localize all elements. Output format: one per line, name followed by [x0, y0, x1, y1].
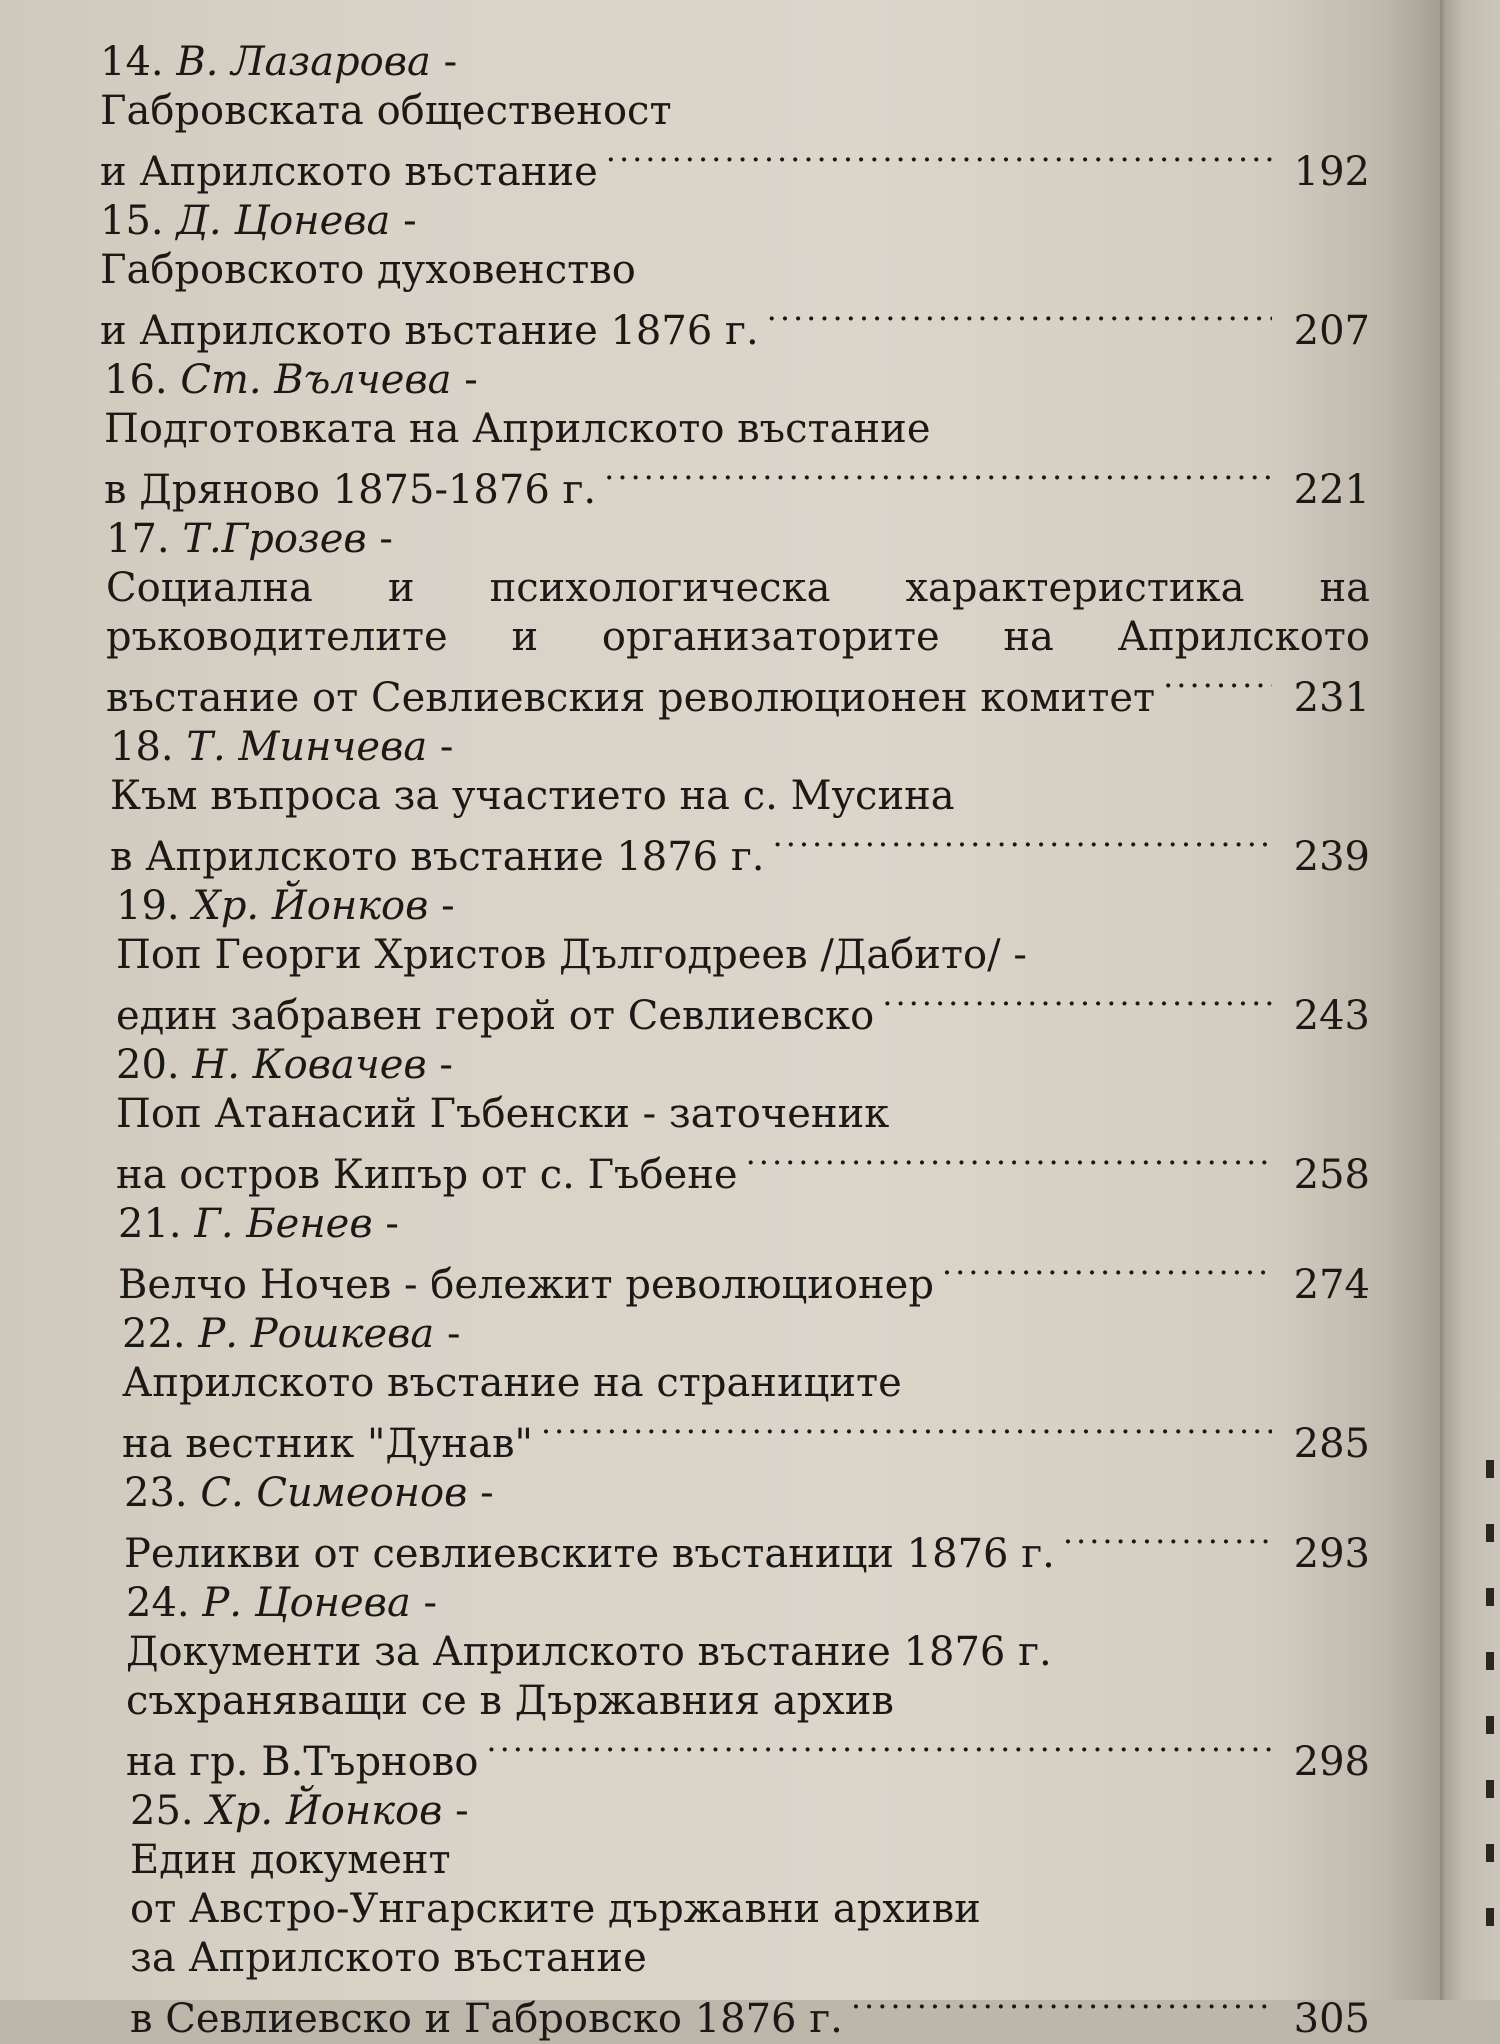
title-word: характеристика	[905, 565, 1245, 611]
author-separator: -	[464, 357, 478, 403]
entry-title-text: въстание от Севлиевския революционен комитет	[106, 675, 1156, 721]
leader-dots	[604, 454, 1272, 503]
title-word: ръководителите	[106, 614, 448, 660]
entry-title-last-line	[100, 295, 1370, 356]
page-number: 298	[1293, 1739, 1370, 1785]
leader-dots	[767, 295, 1272, 344]
entry-title-line	[106, 613, 1370, 662]
author-separator: -	[403, 198, 417, 244]
author-separator: -	[439, 1042, 453, 1088]
entry-number: 18.	[110, 724, 174, 770]
entry-author: Д. Цонева	[176, 198, 391, 244]
author-separator: -	[441, 883, 455, 929]
author-separator: -	[439, 724, 454, 770]
title-word: и	[387, 565, 415, 611]
entry-author-line	[130, 1787, 1380, 1836]
leader-dots	[541, 1408, 1272, 1457]
entry-author-line	[118, 1200, 1380, 1249]
title-word: и	[511, 614, 539, 660]
entry-title-last-line	[100, 136, 1370, 197]
author-separator: -	[455, 1788, 469, 1834]
entry-author: Т.Грозев	[182, 516, 367, 562]
toc-entry	[100, 882, 1380, 1041]
entry-title-text: на остров Кипър от с. Гъбене	[116, 1152, 738, 1198]
entry-title-text: Велчо Ночев - бележит революционер	[118, 1262, 934, 1308]
title-word: на	[1319, 565, 1370, 611]
leader-dots	[486, 1726, 1272, 1775]
entry-title-line: Документи за Априлското въстание 1876 г.	[126, 1629, 1052, 1675]
entry-title-text: в Севлиевско и Габровско 1876 г.	[130, 1996, 843, 2042]
entry-author: Г. Бенев	[194, 1201, 373, 1247]
entry-title-last-line	[116, 1139, 1370, 1200]
entry-title-line: Габровската общественост	[100, 88, 672, 134]
page-number: 239	[1293, 834, 1370, 880]
adjacent-page-edge	[1486, 1460, 1500, 1980]
leader-dots	[942, 1249, 1272, 1298]
entry-author-line	[122, 1310, 1380, 1359]
entry-title-line: съхраняващи се в Държавния архив	[126, 1678, 894, 1724]
author-separator: -	[379, 516, 393, 562]
toc-entry	[100, 197, 1380, 356]
entry-title-line: Поп Атанасий Гъбенски - заточеник	[116, 1091, 890, 1137]
leader-dots	[1063, 1518, 1272, 1567]
entry-author: Хр. Йонков	[206, 1788, 443, 1834]
page-number: 221	[1293, 467, 1370, 513]
entry-title-last-line	[124, 1518, 1370, 1579]
entry-title-last-line	[118, 1249, 1370, 1310]
entry-title-last-line	[104, 454, 1370, 515]
entry-number: 14.	[100, 39, 164, 85]
entry-title-line	[106, 564, 1370, 613]
title-word: психологическа	[489, 565, 831, 611]
entry-title-line: Априлското въстание на страниците	[122, 1360, 902, 1406]
entry-number: 17.	[106, 516, 170, 562]
title-word: организаторите	[601, 614, 940, 660]
page-number: 293	[1293, 1531, 1370, 1577]
entry-title-last-line	[130, 1983, 1370, 2044]
entry-number: 20.	[116, 1042, 180, 1088]
toc-entry	[100, 1041, 1380, 1200]
entry-author: Р. Цонева	[202, 1580, 411, 1626]
entry-number: 19.	[116, 883, 180, 929]
entry-title-line: за Априлското въстание	[130, 1935, 647, 1981]
author-separator: -	[480, 1470, 494, 1516]
entry-number: 16.	[104, 357, 168, 403]
author-separator: -	[446, 1311, 461, 1357]
entry-title-text: и Априлското въстание	[100, 149, 598, 195]
entry-author-line	[110, 723, 1380, 772]
toc-entry	[100, 356, 1380, 515]
toc-entry	[100, 723, 1380, 882]
entry-number: 23.	[124, 1470, 188, 1516]
entry-title-text: на вестник "Дунав"	[122, 1421, 533, 1467]
toc-entry	[100, 38, 1380, 197]
entry-title-line: Габровското духовенство	[100, 247, 636, 293]
entry-title-last-line	[116, 980, 1370, 1041]
entry-author-line	[100, 197, 1380, 246]
entry-author-line	[106, 515, 1380, 564]
entry-title-last-line	[110, 821, 1370, 882]
author-separator: -	[385, 1201, 399, 1247]
entry-author: Хр. Йонков	[192, 883, 429, 929]
leader-dots	[746, 1139, 1272, 1188]
entry-author-line	[124, 1469, 1380, 1518]
entry-author-line	[116, 882, 1380, 931]
entry-title-text: и Априлското въстание 1876 г.	[100, 308, 759, 354]
toc-entry	[100, 515, 1380, 723]
entry-number: 25.	[130, 1788, 194, 1834]
leader-dots	[1163, 662, 1272, 711]
entry-title-line: Поп Георги Христов Дългодреев /Дабито/ -	[116, 932, 1027, 978]
page-number: 192	[1293, 149, 1370, 195]
page-number: 207	[1293, 308, 1370, 354]
page-number: 274	[1293, 1262, 1370, 1308]
entry-title-text: Реликви от севлиевските въстаници 1876 г.	[124, 1531, 1055, 1577]
entry-author: В. Лазарова	[176, 39, 431, 85]
leader-dots	[773, 821, 1272, 870]
entry-title-text: на гр. В.Търново	[126, 1739, 479, 1785]
entry-title-text: в Дряново 1875-1876 г.	[104, 467, 597, 513]
entry-author: Т. Минчева	[186, 724, 428, 770]
leader-dots	[851, 1983, 1272, 2032]
entry-number: 24.	[126, 1580, 190, 1626]
entry-author-line	[100, 38, 1380, 87]
page-number: 243	[1293, 993, 1370, 1039]
entry-author: Р. Рошкева	[198, 1311, 435, 1357]
page-number: 285	[1293, 1421, 1370, 1467]
toc-entry	[100, 1579, 1380, 1787]
entry-author: С. Симеонов	[200, 1470, 468, 1516]
entry-title-line: Към въпроса за участието на с. Мусина	[110, 773, 955, 819]
toc-entry	[100, 1200, 1380, 1310]
entry-title-last-line	[126, 1726, 1370, 1787]
entry-title-line: Един документ	[130, 1837, 451, 1883]
entry-title-last-line	[122, 1408, 1370, 1469]
page-number: 258	[1293, 1152, 1370, 1198]
entry-number: 15.	[100, 198, 164, 244]
entry-author: Н. Ковачев	[192, 1042, 427, 1088]
entry-author-line	[116, 1041, 1380, 1090]
entry-title-line: Подготовката на Априлското въстание	[104, 406, 931, 452]
entry-author-line	[126, 1579, 1380, 1628]
page-number: 231	[1293, 675, 1370, 721]
leader-dots	[606, 136, 1272, 185]
title-word: Социална	[106, 565, 313, 611]
title-word: на	[1003, 614, 1054, 660]
entry-title-text: един забравен герой от Севлиевско	[116, 993, 875, 1039]
toc-entry	[100, 1310, 1380, 1469]
entry-author: Ст. Вълчева	[180, 357, 452, 403]
table-of-contents	[100, 38, 1380, 2044]
toc-entry	[100, 1787, 1380, 2044]
entry-number: 21.	[118, 1201, 182, 1247]
entry-author-line	[104, 356, 1380, 405]
entry-title-line: от Австро-Унгарските държавни архиви	[130, 1886, 981, 1932]
entry-number: 22.	[122, 1311, 186, 1357]
entry-title-last-line	[106, 662, 1370, 723]
author-separator: -	[443, 39, 458, 85]
title-word: Априлското	[1117, 614, 1370, 660]
page-number: 305	[1293, 1996, 1370, 2042]
toc-entry	[100, 1469, 1380, 1579]
entry-title-text: в Априлското въстание 1876 г.	[110, 834, 765, 880]
author-separator: -	[423, 1580, 438, 1626]
leader-dots	[882, 980, 1272, 1029]
